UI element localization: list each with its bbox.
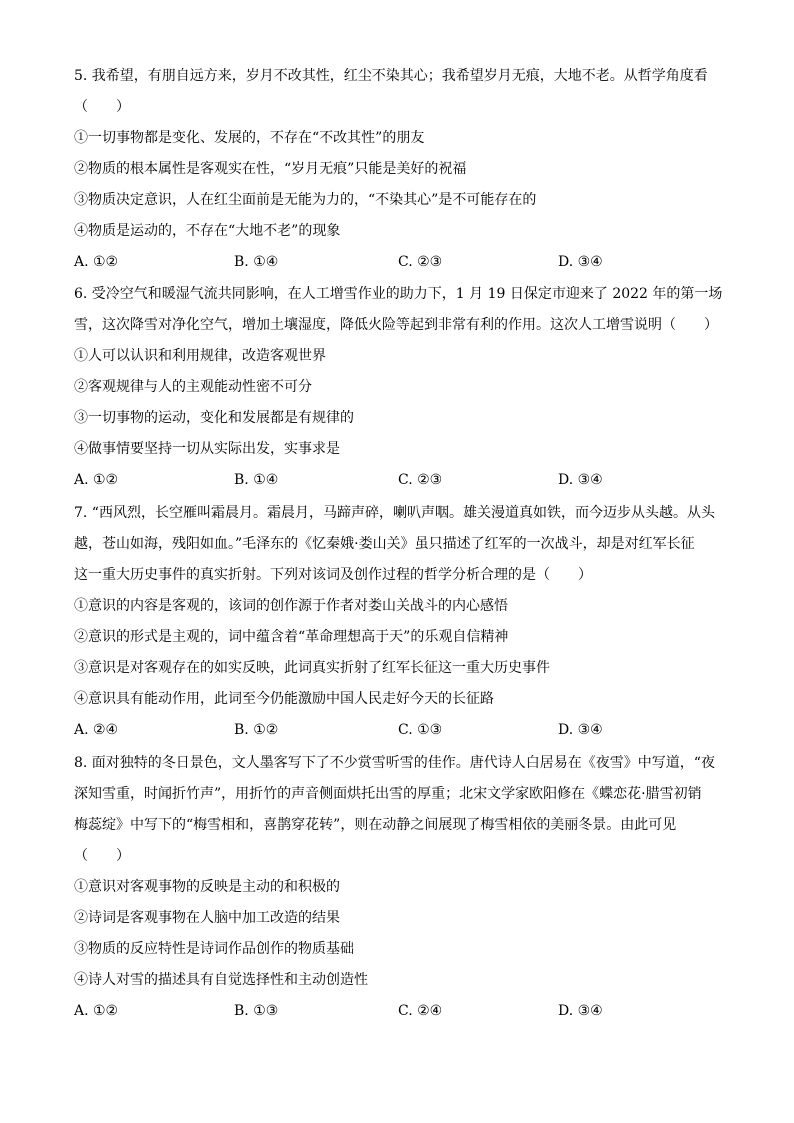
option-c: C. ①③ bbox=[398, 722, 443, 738]
question-6 bbox=[74, 279, 734, 496]
question-stem-line: （ ） bbox=[74, 99, 130, 115]
question-stem-line: 5. 我希望，有朋自远方来，岁月不改其性，红尘不染其心；我希望岁月无痕，大地不老。从哲学角度看 bbox=[74, 68, 708, 84]
option-a: A. ①② bbox=[74, 1003, 119, 1019]
statement-3: ③物质的反应特性是诗词作品创作的物质基础 bbox=[74, 941, 354, 957]
question-stem-line: 6. 受冷空气和暖湿气流共同影响，在人工增雪作业的助力下，1 月 19 日保定市迎来了 2022 年的第一场 bbox=[74, 286, 723, 302]
option-a: A. ②④ bbox=[74, 722, 119, 738]
option-a: A. ①② bbox=[74, 472, 119, 488]
option-b: B. ①④ bbox=[234, 472, 279, 488]
answer-options bbox=[74, 465, 734, 496]
question-stem-line: （ ） bbox=[74, 848, 130, 864]
statement-4: ④诗人对雪的描述具有自觉选择性和主动创造性 bbox=[74, 972, 368, 988]
statement-2: ②意识的形式是主观的，词中蕴含着“革命理想高于天”的乐观自信精神 bbox=[74, 629, 509, 645]
answer-options bbox=[74, 996, 734, 1027]
option-c: C. ②④ bbox=[398, 1003, 443, 1019]
statement-4: ④意识具有能动作用，此词至今仍能激励中国人民走好今天的长征路 bbox=[74, 691, 494, 707]
option-b: B. ①③ bbox=[234, 1003, 279, 1019]
option-b: B. ①④ bbox=[234, 254, 279, 270]
question-stem-line: 深知雪重，时闻折竹声”，用折竹的声音侧面烘托出雪的厚重；北宋文学家欧阳修在《蝶恋花·腊雪初销 bbox=[74, 786, 702, 802]
statement-2: ②物质的根本属性是客观实在性，“岁月无痕”只能是美好的祝福 bbox=[74, 161, 467, 177]
question-stem-line: 雪，这次降雪对净化空气，增加土壤湿度，降低火险等起到非常有利的作用。这次人工增雪说明（ ） bbox=[74, 317, 718, 333]
statement-2: ②诗词是客观事物在人脑中加工改造的结果 bbox=[74, 910, 340, 926]
option-d: D. ③④ bbox=[558, 1003, 603, 1019]
answer-options bbox=[74, 247, 734, 278]
answer-options bbox=[74, 715, 734, 746]
option-d: D. ③④ bbox=[558, 722, 603, 738]
question-stem-line: 8. 面对独特的冬日景色，文人墨客写下了不少赏雪听雪的佳作。唐代诗人白居易在《夜雪》中写道，“夜 bbox=[74, 755, 715, 771]
question-stem-line: 7. “西风烈，长空雁叫霜晨月。霜晨月，马蹄声碎，喇叭声咽。雄关漫道真如铁，而今迈步从头越。从头 bbox=[74, 505, 715, 521]
question-stem-line: 这一重大历史事件的真实折射。下列对该词及创作过程的哲学分析合理的是（ ） bbox=[74, 567, 592, 583]
question-stem-line: 越，苍山如海，残阳如血。”毛泽东的《忆秦娥·娄山关》虽只描述了红军的一次战斗，却是对红军长征 bbox=[74, 536, 695, 552]
question-stem-line: 梅蕊绽》中写下的“梅雪相和，喜鹊穿花转”，则在动静之间展现了梅雪相依的美丽冬景。由此可见 bbox=[74, 817, 677, 833]
question-5 bbox=[74, 61, 734, 278]
statement-3: ③意识是对客观存在的如实反映，此词真实折射了红军长征这一重大历史事件 bbox=[74, 660, 550, 676]
option-d: D. ③④ bbox=[558, 254, 603, 270]
statement-1: ①意识对客观事物的反映是主动的和积极的 bbox=[74, 879, 340, 895]
statement-3: ③物质决定意识，人在红尘面前是无能为力的，“不染其心”是不可能存在的 bbox=[74, 192, 537, 208]
statement-1: ①一切事物都是变化、发展的，不存在“不改其性”的朋友 bbox=[74, 130, 425, 146]
statement-4: ④做事情要坚持一切从实际出发，实事求是 bbox=[74, 441, 340, 457]
option-b: B. ①② bbox=[234, 722, 279, 738]
statement-2: ②客观规律与人的主观能动性密不可分 bbox=[74, 379, 312, 395]
question-7 bbox=[74, 498, 734, 746]
option-c: C. ②③ bbox=[398, 254, 443, 270]
option-c: C. ②③ bbox=[398, 472, 443, 488]
statement-1: ①意识的内容是客观的，该词的创作源于作者对娄山关战斗的内心感悟 bbox=[74, 598, 508, 614]
statement-4: ④物质是运动的，不存在“大地不老”的现象 bbox=[74, 223, 341, 239]
option-d: D. ③④ bbox=[558, 472, 603, 488]
option-a: A. ①② bbox=[74, 254, 119, 270]
statement-1: ①人可以认识和利用规律，改造客观世界 bbox=[74, 348, 326, 364]
question-8 bbox=[74, 748, 734, 1027]
statement-3: ③一切事物的运动，变化和发展都是有规律的 bbox=[74, 410, 354, 426]
